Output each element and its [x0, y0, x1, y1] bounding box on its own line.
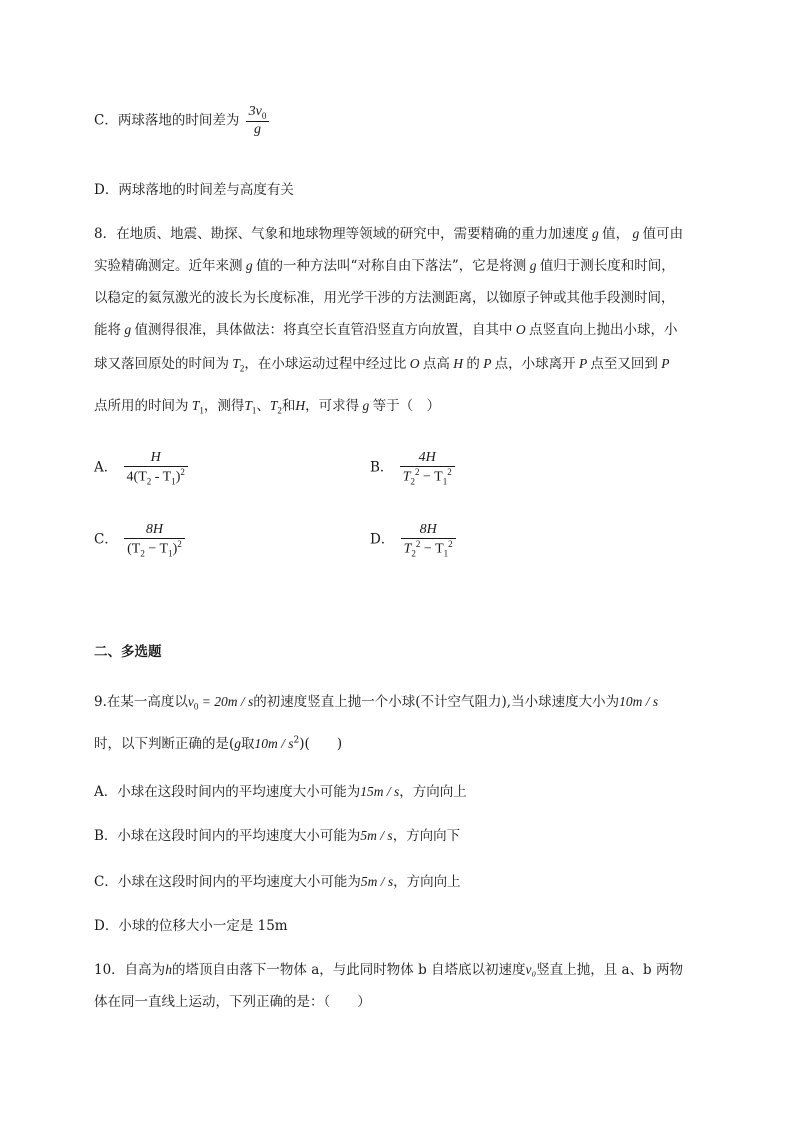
q8-option-b: B． $\frac{4H}{T_2^2 - T_1^2}$ [370, 450, 457, 486]
q8-option-a-fraction: $\frac{H}{4(T_2 - T_1)^2}$ [124, 450, 188, 486]
q8-option-b-fraction: $\frac{4H}{T_2^2 - T_1^2}$ [400, 450, 455, 486]
q8-line-4: 能将 g 值测得很准，具体做法：将真空长直管沿竖直方向放置，自其中 O 点竖直向上抛出小球，小 [94, 322, 678, 338]
q9-option-b: B．小球在这段时间内的平均速度大小可能为5m / s，方向向下 [94, 828, 461, 844]
q8-line-2: 实验精确测定。近年来测 g 值的一种方法叫“对称自由下落法”，它是将测 g 值归于测长度和时间， [94, 258, 675, 274]
q7-option-d: D．两球落地的时间差与高度有关 [94, 182, 294, 198]
q8-line-1: 8．在地质、地震、勘探、气象和地球物理等领域的研究中，需要精确的重力加速度 g 值， g 值可由 [94, 226, 684, 242]
q8-option-c: C． $\frac{8H}{(T_2 - T_1)^2}$ [94, 522, 187, 558]
q9-option-a: A．小球在这段时间内的平均速度大小可能为15m / s，方向向上 [94, 784, 467, 800]
q8-option-a: A． $\frac{H}{4(T_2 - T_1)^2}$ [94, 450, 190, 486]
q8-line-5: 球又落回原处的时间为 $T_2$，在小球运动过程中经过比 O 点高 H 的 P 点，小球离开 P 点至又回到 P [94, 356, 670, 374]
section-heading-multiple-choice: 二、多选题 [94, 644, 162, 660]
q8-line-6: 点所用的时间为 $T_1$，测得$T_1$、$T_2$和H，可求得 g 等于（ ） [94, 398, 441, 416]
q10-line-1: 10．自高为h的塔顶自由落下一物体 a，与此同时物体 b 自塔底以初速度v₀竖直上抛，且 a、b 两物 [94, 962, 683, 978]
q8-option-d-fraction: $\frac{8H}{T_2^2 - T_1^2}$ [401, 522, 456, 558]
q9-line-1: 9.在某一高度以$v_0 = 20m / s$的初速度竖直上抛一个小球(不计空气阻力),当小球速度大小为10m / s [94, 694, 659, 712]
q7-option-c-text: C．两球落地的时间差为 [94, 112, 240, 129]
q8-line-3: 以稳定的氦氖激光的波长为长度标准，用光学干涉的方法测距离，以铷原子钟或其他手段测时间， [94, 290, 675, 306]
q8-option-c-fraction: $\frac{8H}{(T_2 - T_1)^2}$ [124, 522, 185, 558]
q10-line-2: 体在同一直线上运动，下列正确的是：（ ） [94, 994, 371, 1010]
q9-line-2: 时，以下判断正确的是(g取$10m / s^2$)( ) [94, 735, 343, 752]
q9-option-c: C．小球在这段时间内的平均速度大小可能为5m / s，方向向上 [94, 874, 461, 890]
q7-option-c-fraction: $\frac{3v_0}{g}$ [246, 104, 270, 138]
q9-option-d: D．小球的位移大小一定是 15m [94, 918, 288, 934]
q8-option-d: D． $\frac{8H}{T_2^2 - T_1^2}$ [370, 522, 458, 558]
q7-option-c [94, 104, 271, 138]
